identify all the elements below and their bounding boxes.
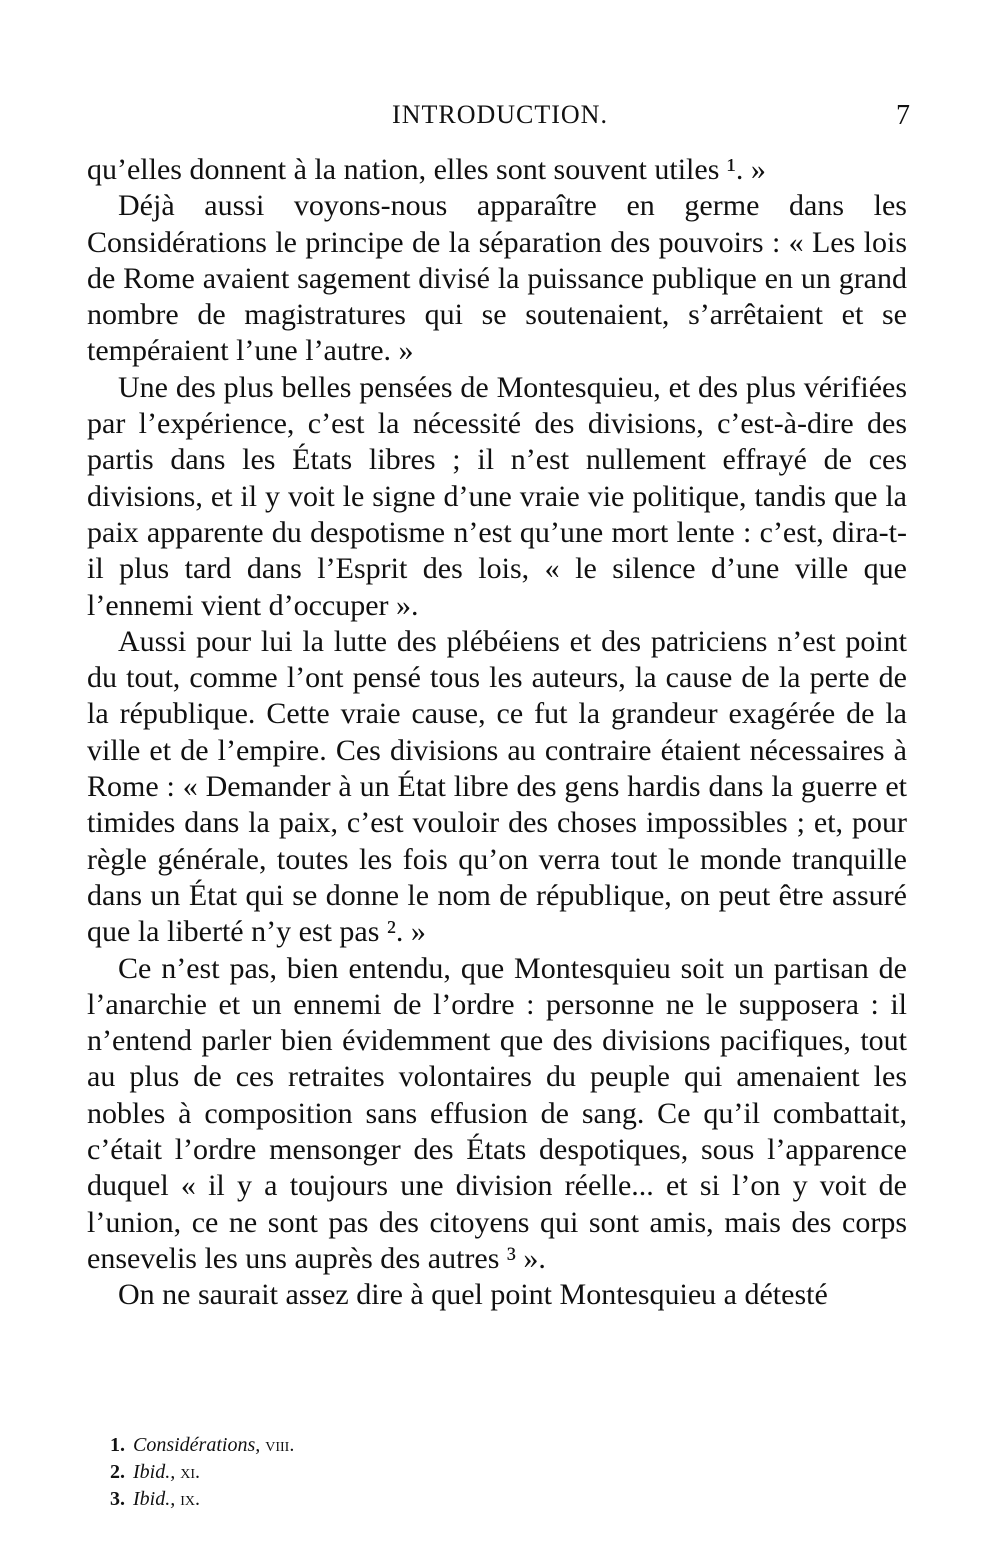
paragraph-separation-of-powers: Déjà aussi voyons-nous apparaître en germe dans les Considérations le principe de la séparation des pouvoirs : « Les lois de Rome avaient sagement divisé la puissance publique en un grand nombre de magistratures qui se soutenaient, s’arrêtaient et se tempéraient l’une l’autre. »	[87, 189, 907, 368]
paragraph-plebeians-patricians: Aussi pour lui la lutte des plébéiens et des patriciens n’est point du tout, comme l’ont pensé tous les auteurs, la cause de la perte de la république. Cette vraie cause, ce fut la grandeur exagérée de la ville et de l’empire. Ces divisions au contraire étaient nécessaires à Rome : « Demander à un État libre des gens hardis dans la guerre et timides dans la paix, c’est vouloir des choses impossibles ; et, pour règle générale, toutes les fois qu’on verra tout le monde tranquille dans un État qui se donne le nom de république, on peut être assuré que la liberté n’y est pas ². »	[87, 624, 907, 949]
footnote	[110, 1459, 710, 1486]
footnote-number: 2.	[110, 1461, 125, 1483]
footnote-chapter: ix.	[180, 1488, 200, 1510]
footnote	[110, 1486, 710, 1513]
paragraph-continuation: qu’elles donnent à la nation, elles sont souvent utiles ¹. »	[87, 153, 766, 186]
footnote	[110, 1432, 710, 1459]
page-number: 7	[896, 100, 910, 131]
paragraph-divisions: Une des plus belles pensées de Montesquieu, et des plus vérifiées par l’expérience, c’est la nécessité des divisions, c’est-à-dire des partis dans les États libres ; il n’est nullement effrayé de ces divisions, et il y voit le signe d’une vraie vie politique, tandis que la paix apparente du despotisme n’est qu’une mort lente : c’est, dira-t-il plus tard dans l’Esprit des lois, « le silence d’une ville que l’ennemi vient d’occuper ».	[87, 370, 907, 622]
paragraph-anarchy: Ce n’est pas, bien entendu, que Montesquieu soit un partisan de l’anarchie et un ennemi de l’ordre : personne ne le supposera : il n’entend parler bien évidemment que des divisions pacifiques, tout au plus de ces retraites volontaires du peuple qui amenaient les nobles à composition sans effusion de sang. Ce qu’il combattait, c’était l’ordre mensonger des États despotiques, sous l’apparence duquel « il y a toujours une division réelle... et si l’on y voit de l’union, ce ne sont pas des citoyens qui sont amis, mais des corps ensevelis les uns auprès des autres ³ ».	[87, 951, 907, 1275]
footnote-chapter: xi.	[180, 1461, 200, 1483]
paragraph-despotism: On ne saurait assez dire à quel point Montesquieu a détesté	[118, 1278, 828, 1312]
footnote-number: 1.	[110, 1434, 125, 1456]
footnote-source: Considérations,	[133, 1434, 261, 1456]
running-title: INTRODUCTION.	[392, 100, 608, 129]
footnote-source: Ibid.,	[133, 1488, 176, 1510]
footnote-number: 3.	[110, 1488, 125, 1510]
footnotes	[110, 1432, 710, 1513]
body-text	[87, 152, 907, 1314]
footnote-source: Ibid.,	[133, 1461, 176, 1483]
footnote-chapter: viii.	[265, 1434, 295, 1456]
